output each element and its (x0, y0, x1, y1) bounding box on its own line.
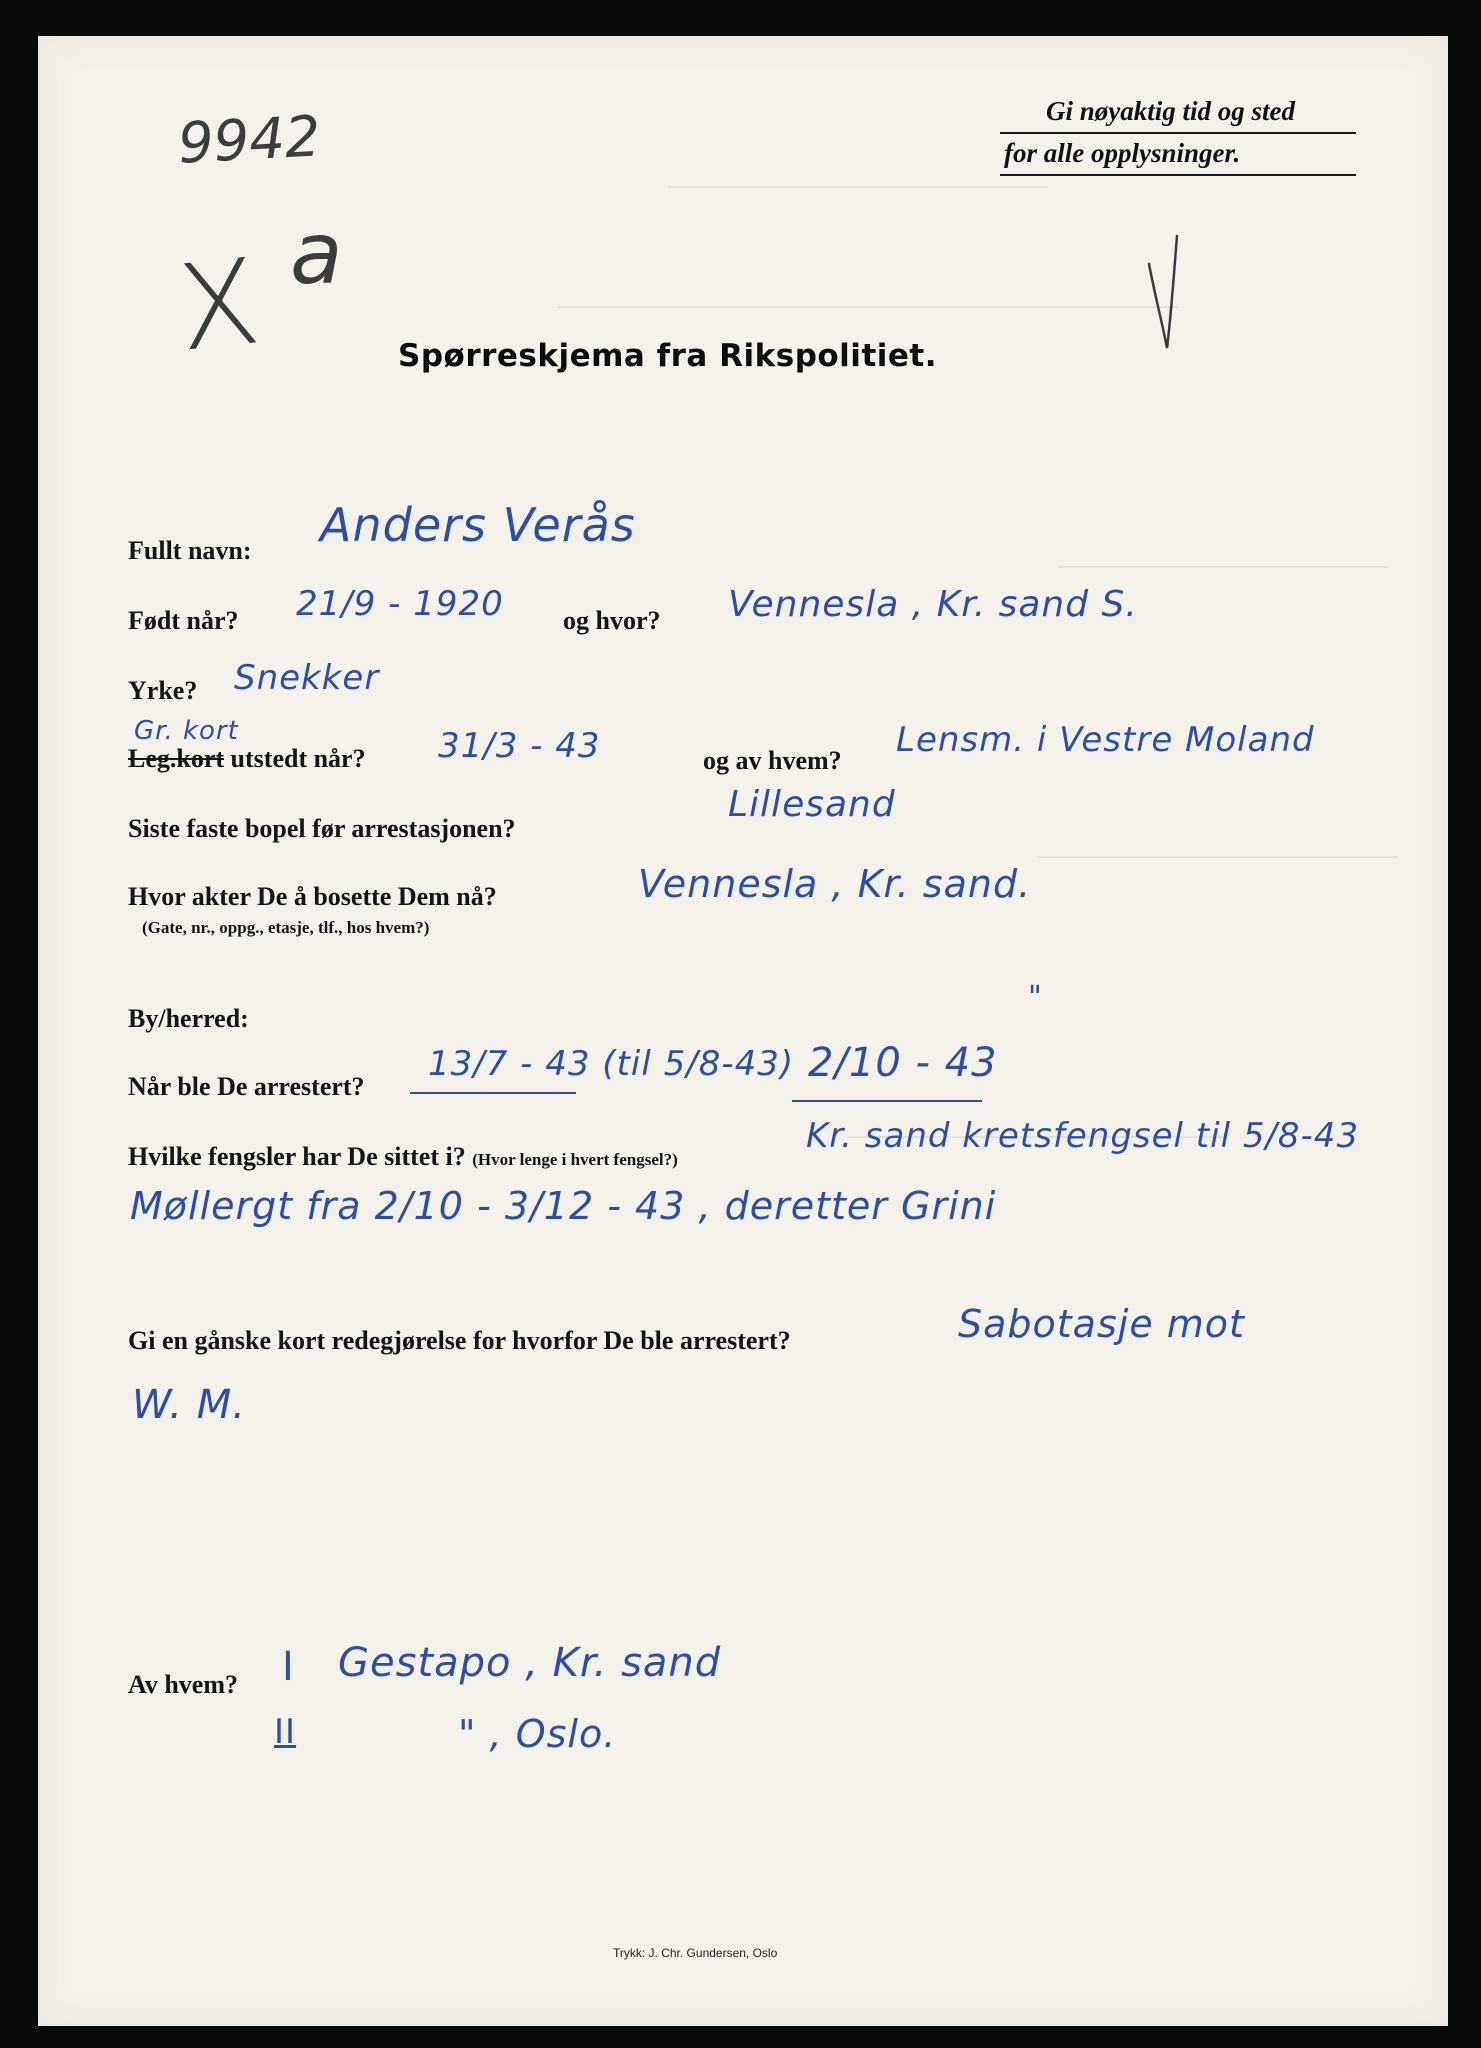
reason-value-line-2: W. M. (132, 1382, 246, 1428)
instruction-box (1000, 92, 1356, 176)
by-whom-row1-value: Gestapo , Kr. sand (338, 1640, 722, 1686)
prisons-value-line-2: Møllergt fra 2/10 - 3/12 - 43 , deretter Grini (130, 1184, 997, 1228)
printer-credit: Trykk: J. Chr. Gundersen, Oslo (613, 1946, 778, 1960)
arrested-when-value-1: 13/7 - 43 (til 5/8-43) (428, 1044, 795, 1084)
id-card-when-label (128, 744, 366, 774)
id-card-by-value: Lensm. i Vestre Moland (896, 720, 1315, 760)
last-residence-label: Siste faste bopel før arrestasjonen? (128, 814, 516, 843)
archive-number: 9942 (176, 104, 323, 177)
prisons-value-line-1: Kr. sand kretsfengsel til 5/8-43 (806, 1116, 1360, 1156)
born-when-value: 21/9 - 1920 (296, 584, 504, 624)
id-card-correction: Gr. kort (134, 716, 239, 746)
instruction-line-2: for alle opplysninger. (1000, 134, 1356, 176)
id-card-when-label-text: utstedt når? (230, 744, 366, 773)
prisons-label (128, 1142, 678, 1172)
arrested-when-underline-1 (410, 1092, 576, 1094)
prisons-note: (Hvor lenge i hvert fengsel?) (472, 1150, 678, 1169)
pencil-check-mark (1143, 216, 1183, 356)
born-where-label: og hvor? (563, 606, 661, 635)
by-whom-row2-numeral: II (274, 1712, 297, 1752)
arrested-when-value-2: 2/10 - 43 (808, 1040, 998, 1086)
settle-where-value: Vennesla , Kr. sand. (638, 862, 1032, 906)
form-page (38, 36, 1448, 2026)
last-residence-value: Lillesand (728, 784, 896, 825)
id-card-struck-text: Leg.kort (128, 744, 225, 773)
bleed-through-line (1038, 856, 1398, 858)
settle-where-note: (Gate, nr., oppg., etasje, tlf., hos hvem?) (142, 918, 430, 937)
bleed-through-line (1058, 566, 1388, 568)
id-card-when-value: 31/3 - 43 (438, 726, 601, 766)
pencil-x-mark: X (171, 232, 266, 378)
by-whom-row1-numeral: I (282, 1644, 295, 1690)
born-where-value: Vennesla , Kr. sand S. (728, 584, 1138, 625)
bleed-through-line (558, 306, 1178, 308)
by-whom-label: Av hvem? (128, 1670, 239, 1699)
pencil-a-mark: a (290, 204, 343, 304)
full-name-value: Anders Verås (320, 498, 636, 552)
town-district-value: " (1028, 980, 1043, 1015)
reason-value-line-1: Sabotasje mot (958, 1302, 1245, 1346)
reason-label: Gi en gånske kort redegjørelse for hvorfor De ble arrestert? (128, 1326, 791, 1355)
prisons-label-text: Hvilke fengsler har De sittet i? (128, 1142, 466, 1171)
full-name-label: Fullt navn: (128, 536, 252, 565)
occupation-value: Snekker (234, 658, 380, 698)
settle-where-label: Hvor akter De å bosette Dem nå? (128, 882, 497, 911)
form-title: Spørreskjema fra Rikspolitiet. (398, 338, 938, 374)
arrested-when-underline-2 (792, 1100, 982, 1102)
born-when-label: Født når? (128, 606, 239, 635)
bleed-through-line (668, 186, 1048, 188)
by-whom-row2-value: " , Oslo. (458, 1712, 617, 1756)
occupation-label: Yrke? (128, 676, 198, 705)
town-district-label: By/herred: (128, 1004, 249, 1033)
id-card-by-label: og av hvem? (703, 746, 842, 775)
instruction-line-1: Gi nøyaktig tid og sted (1000, 92, 1356, 134)
arrested-when-label: Når ble De arrestert? (128, 1072, 365, 1101)
